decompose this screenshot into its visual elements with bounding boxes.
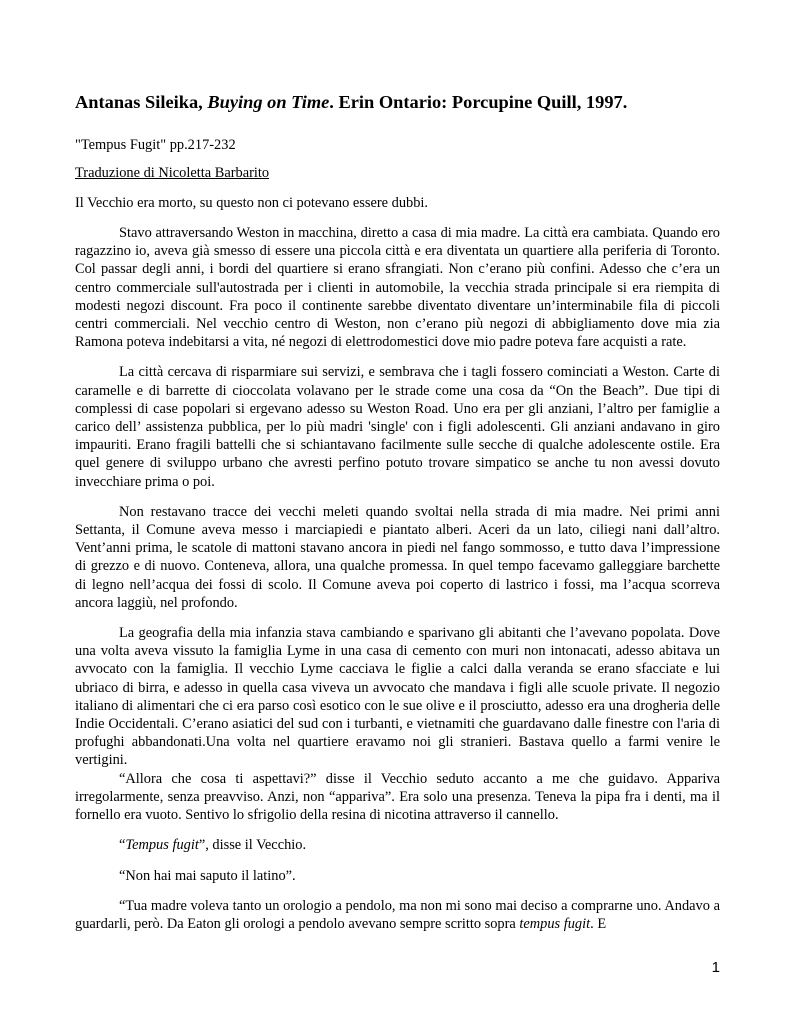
paragraph-8-text: “Tua madre voleva tanto un orologio a pendolo, ma non mi sono mai deciso a comprarne uno. Andavo a guardarli, però. Da Eaton gli orologi a pendolo avevano sempre scritto sopra [75,897,720,932]
page-number: 1 [711,959,720,976]
chapter-reference: "Tempus Fugit" pp.217-232 [75,137,236,153]
latin-phrase-2: tempus fugit [519,915,591,932]
quote-open: “ [119,837,126,854]
paragraph-2: La città cercava di risparmiare sui servizi, e sembrava che i tagli fossero cominciati a Weston. Carte di caramelle e di barrette di cioccolata volavano per le strade come una cosa da “On the Beach”. Due tipi di complessi di case popolari si ergevano adesso su Weston Road. Uno era per gli anziani, l’altro per famiglie a carico dell’ assistenza pubblica, per lo più madri 'single' con i figli adolescenti. Gli anziani andavano in giro impauriti. Erano fragili battelli che si schiantavano facilmente sulle secche di qualche adolescente ostile. Era quel genere di sviluppo urbano che avresti perfino potuto trovare simpatico se anche tu non avessi dovuto invecchiare prima o poi. [75,364,720,490]
publisher: . Erin Ontario: Porcupine Quill, 1997. [329,92,628,112]
opening-line: Il Vecchio era morto, su questo non ci potevano essere dubbi. [75,195,429,211]
translator-credit: Traduzione di Nicoletta Barbarito [75,165,270,181]
paragraph-4: La geografia della mia infanzia stava cambiando e sparivano gli abitanti che l’avevano popolata. Dove una volta aveva vissuto la famiglia Lyme in una casa di cemento con muri non intonacati, adesso abitava un avvocato con la famiglia. Il vecchio Lyme cacciava le figlie a calci dalla veranda se erano sfacciate e lui ubriaco di birra, e adesso in quella casa viveva un avvocato che mandava i figli alle scuole private. Il negozio italiano di alimentari che ci era parso così esotico con le sue olive e il prosciutto, adesso era una drogheria delle Indie Occidentali. C’erano asiatici del sud con i turbanti, e vietnamiti che guardavano dalle finestre con l'aria di profughi abbandonati.Una volta nel quartiere eravamo noi gli stranieri. Bastava quello a farmi venire le vertigini. [75,625,720,769]
latin-phrase: Tempus fugit [125,837,199,854]
author: Antanas Sileika, [75,92,208,112]
quote-close: ”, disse il Vecchio. [198,837,307,854]
paragraph-7: “Non hai mai saputo il latino”. [119,867,296,884]
citation-title [75,92,720,113]
paragraph-6 [75,836,720,854]
paragraph-8-end: . E [590,915,607,932]
paragraph-5: “Allora che cosa ti aspettavi?” disse il Vecchio seduto accanto a me che guidavo. Appariva irregolarmente, senza preavviso. Anzi, non “appariva”. Era solo una presenza. Teneva la pipa fra i denti, ma il fornello era vuoto. Sentivo lo sfrigolio della resina di nicotina attraverso il cannello. [75,770,720,824]
body-text [75,224,720,945]
paragraph-3: Non restavano tracce dei vecchi meleti quando svoltai nella strada di mia madre. Nei primi anni Settanta, il Comune aveva messo i marciapiedi e piantato alberi. Aceri da un lato, ciliegi nani dall’altro. Vent’anni prima, le scatole di mattoni stavano ancora in piedi nel fango sommosso, e tutto dava l’impressione di grezzo e di nuovo. Conteneva, allora, una qualche promessa. In quel tempo facevamo galleggiare barchette di legno nell’acqua dei fossi di scolo. Il Comune aveva poi coperto di lastrico i fossi, ma l’acqua scorreva ancora laggiù, nel profondo. [75,503,720,611]
book-title: Buying on Time [207,92,330,112]
paragraph-1: Stavo attraversando Weston in macchina, diretto a casa di mia madre. La città era cambiata. Quando ero ragazzino io, aveva già smesso di essere una piccola città e era diventata un quartiere alla periferia di Toronto. Col passar degli anni, i bordi del quartiere si erano sfrangiati. Non c’erano più confini. Adesso che c’era un centro commerciale sull'autostrada per i clienti in automobile, la vecchia strada principale si era riempita di modesti negozi discount. Fra poco il continente sarebbe diventato diventare un’interminabile fila di piccoli centri commerciali. Nel vecchio centro di Weston, non c’erano più negozi di abbigliamento dove mia zia Ramona poteva indebitarsi a vita, né negozi di elettrodomestici dove mio padre poteva fare acquisti a rate. [75,225,720,351]
paragraph-8 [75,897,720,933]
